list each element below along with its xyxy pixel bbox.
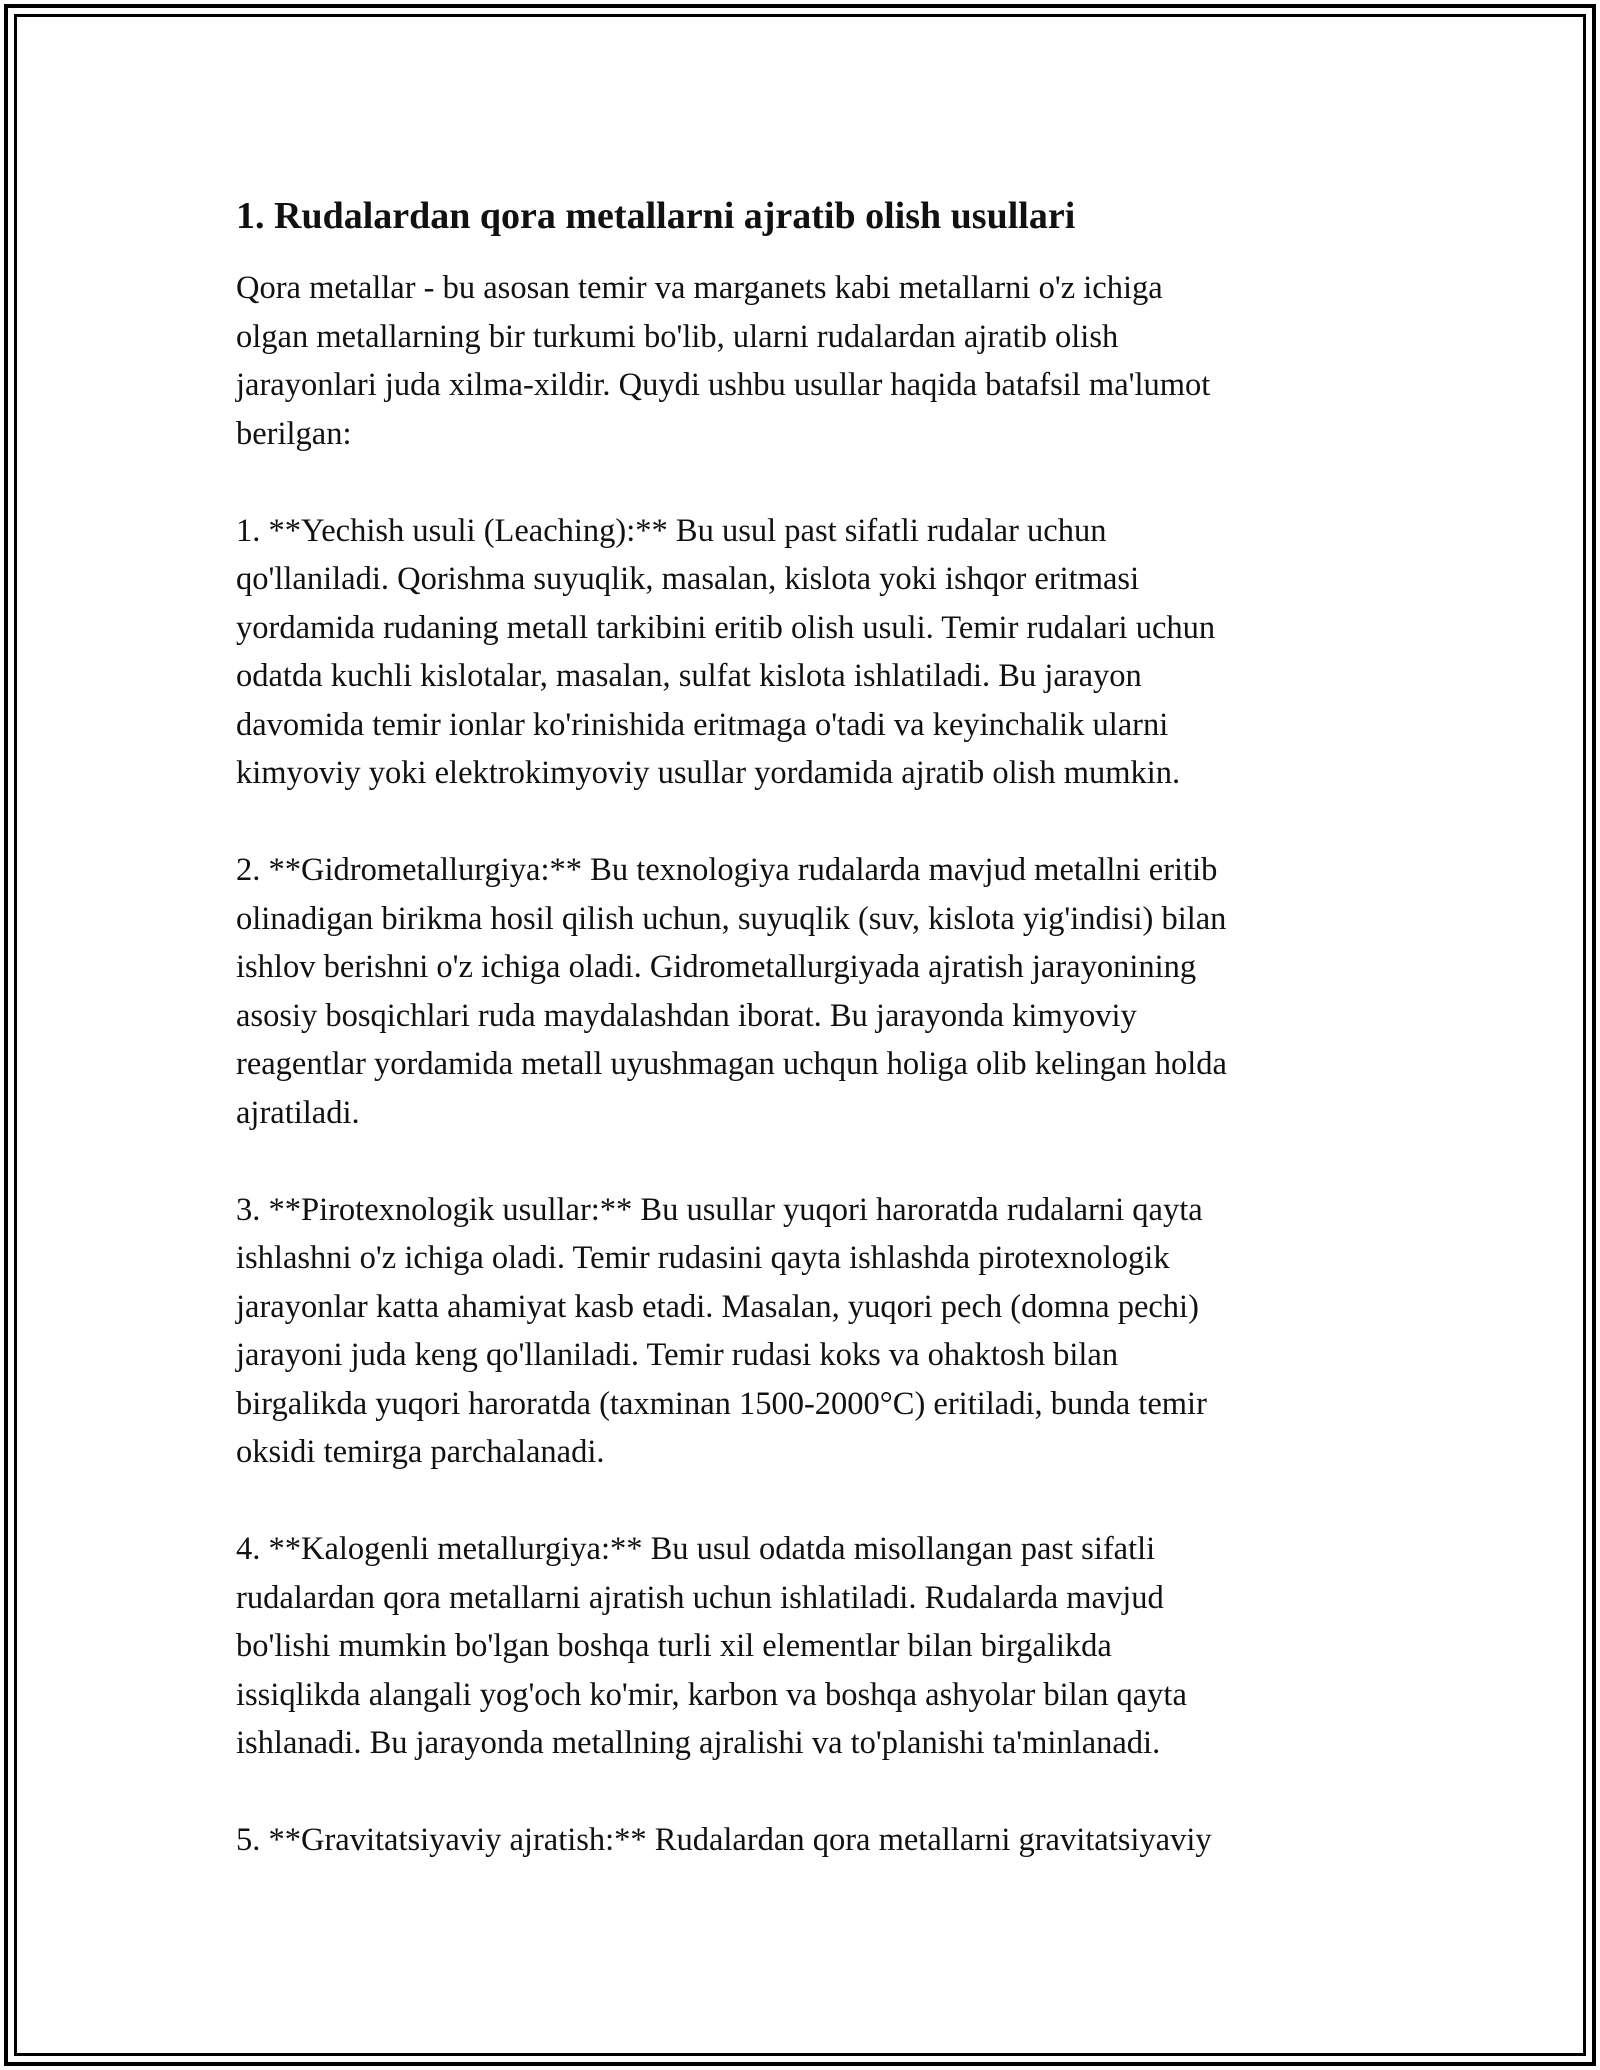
document-title: 1. Rudalardan qora metallarni ajratib olish usullari — [236, 195, 1076, 237]
method-4-halogen-metallurgy-paragraph: 4. **Kalogenli metallurgiya:** Bu usul odatda misollangan past sifatli rudalardan qora metallarni ajratish uchun ishlatiladi. Rudalarda mavjud bo'lishi mumkin bo'lgan boshqa turli xil elementlar bilan birgalikda issiqlikda alangali yog'och ko'mir, karbon va boshqa ashyolar bilan qayta ishlanadi. Bu jarayonda metallning ajralishi va to'planishi ta'minlanadi. — [236, 1531, 1187, 1761]
method-5-gravity-separation-paragraph: 5. **Gravitatsiyaviy ajratish:** Rudalardan qora metallarni gravitatsiyaviy — [236, 1822, 1212, 1858]
intro-paragraph: Qora metallar - bu asosan temir va marganets kabi metallarni o'z ichiga olgan metallarning bir turkumi bo'lib, ularni rudalardan ajratib olish jarayonlari juda xilma-xildir. Quydi ushbu usullar haqida batafsil ma'lumot berilgan: — [236, 270, 1211, 452]
method-1-leaching-paragraph: 1. **Yechish usuli (Leaching):** Bu usul past sifatli rudalar uchun qo'llaniladi. Qorishma suyuqlik, masalan, kislota yoki ishqor eritmasi yordamida rudaning metall tarkibini eritib olish usuli. Temir rudalari uchun odatda kuchli kislotalar, masalan, sulfat kislota ishlatiladi. Bu jarayon davomida temir ionlar ko'rinishida eritmaga o'tadi va keyinchalik ularni kimyoviy yoki elektrokimyoviy usullar yordamida ajratib olish mumkin. — [236, 512, 1216, 791]
method-3-pyrotechnology-paragraph: 3. **Pirotexnologik usullar:** Bu usullar yuqori haroratda rudalarni qayta ishlashni o'z ichiga oladi. Temir rudasini qayta ishlashda pirotexnologik jarayonlar katta ahamiyat kasb etadi. Masalan, yuqori pech (domna pechi) jarayoni juda keng qo'llaniladi. Temir rudasi koks va ohaktosh bilan birgalikda yuqori haroratda (taxminan 1500-2000°C) eritiladi, bunda temir oksidi temirga parchalanadi. — [236, 1191, 1207, 1470]
document-body — [236, 190, 1366, 1913]
method-2-hydrometallurgy-paragraph: 2. **Gidrometallurgiya:** Bu texnologiya rudalarda mavjud metallni eritib olinadigan birikma hosil qilish uchun, suyuqlik (suv, kislota yig'indisi) bilan ishlov berishni o'z ichiga oladi. Gidrometallurgiyada ajratish jarayonining asosiy bosqichlari ruda maydalashdan iborat. Bu jarayonda kimyoviy reagentlar yordamida metall uyushmagan uchqun holiga olib kelingan holda ajratiladi. — [236, 852, 1227, 1131]
